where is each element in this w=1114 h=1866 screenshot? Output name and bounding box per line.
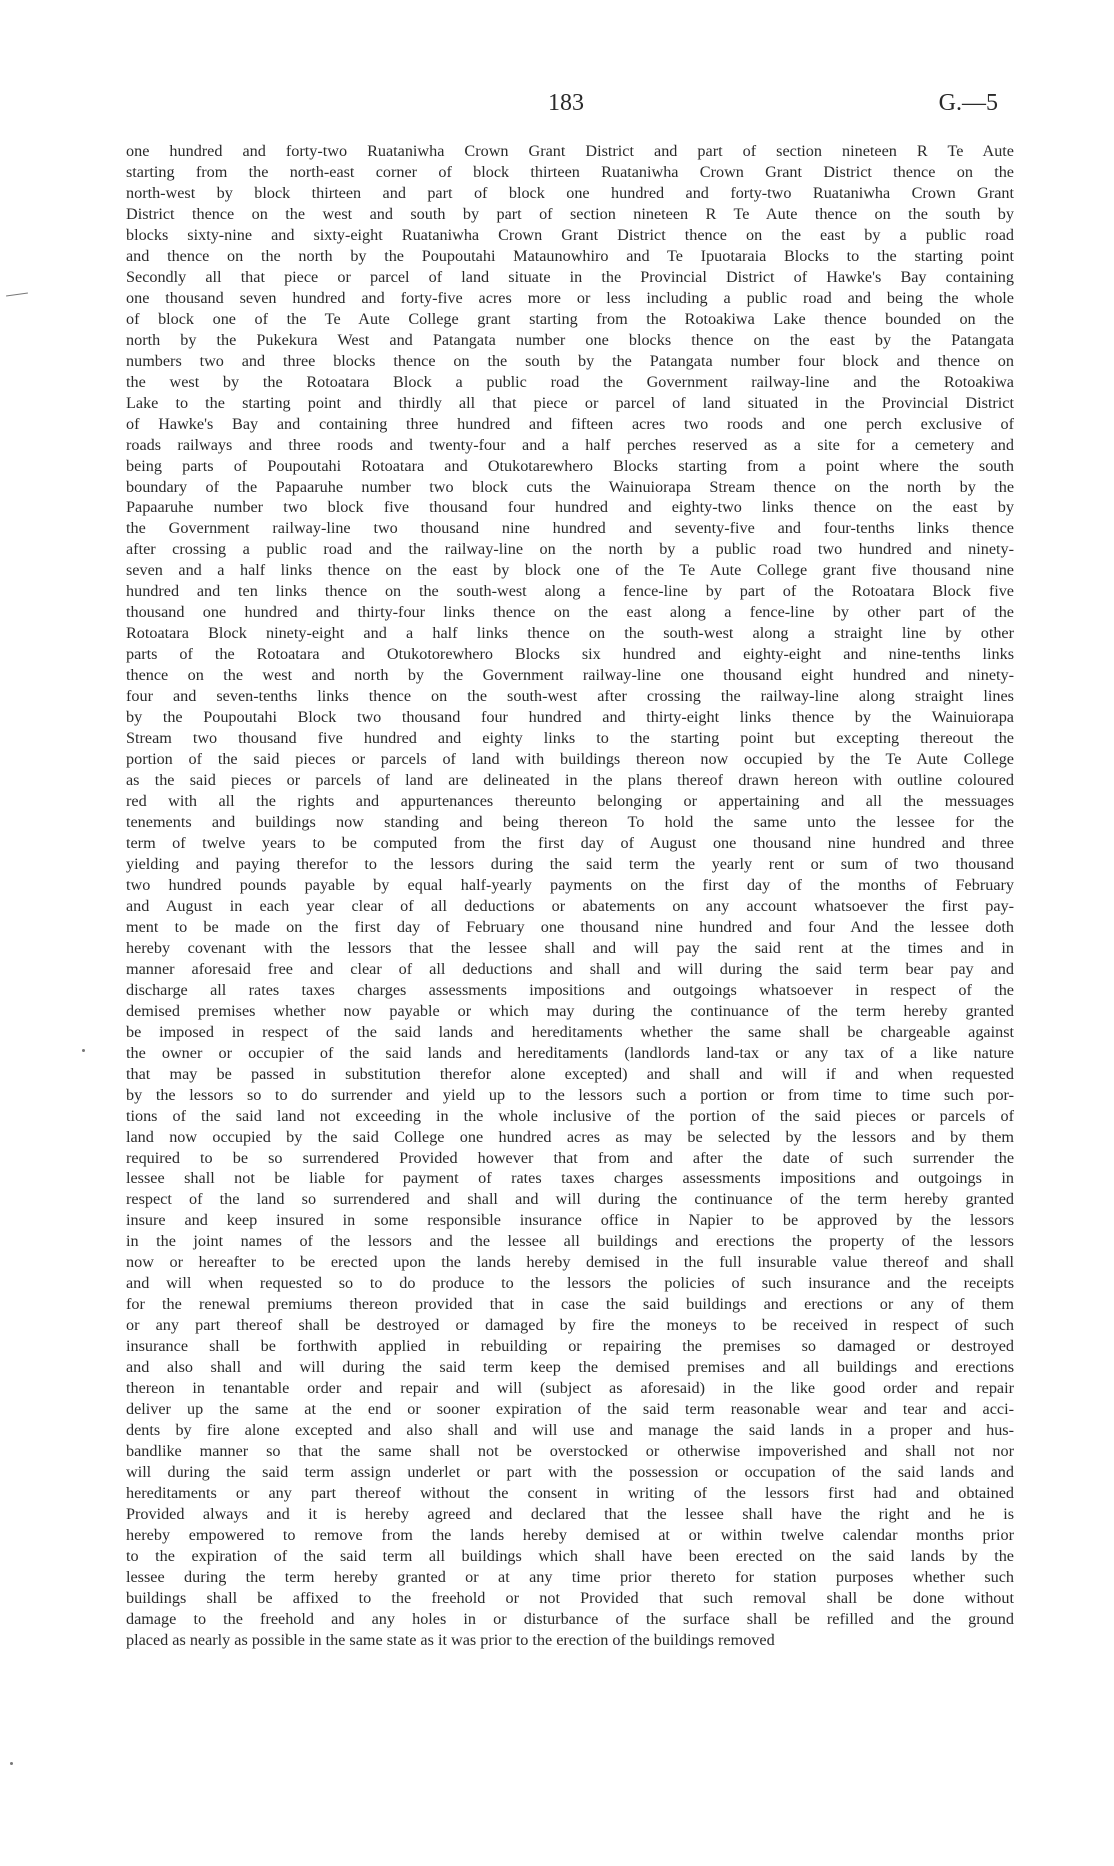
text-line: the Government railway-line two thousand nine hundred and seventy-five and four-tenths links thence bbox=[126, 519, 1014, 538]
text-line: lessee shall not be liable for payment of rates taxes charges assessments impositions and outgoings in bbox=[126, 1169, 1014, 1188]
text-line: deliver up the same at the end or sooner expiration of the said term reasonable wear and tear and acci- bbox=[126, 1400, 1014, 1419]
text-line: blocks sixty-nine and sixty-eight Ruataniwha Crown Grant District thence on the east by a public road bbox=[126, 225, 1014, 244]
text-line: demised premises whether now payable or which may during the continuance of the term hereby granted bbox=[126, 1001, 1014, 1020]
margin-dot bbox=[10, 1762, 13, 1765]
text-line: in the joint names of the lessors and the lessee all buildings and erections the property of the lessors bbox=[126, 1232, 1014, 1251]
text-line: hereditaments or any part thereof without the consent in writing of the lessors first had and obtained bbox=[126, 1484, 1014, 1502]
document-body bbox=[126, 141, 1014, 1651]
text-line: numbers two and three blocks thence on the south by the Patangata number four block and thence on bbox=[126, 351, 1014, 370]
text-line: of Hawke's Bay and containing three hundred and fifteen acres two roods and one perch exclusive of bbox=[126, 414, 1014, 433]
text-line: Stream two thousand five hundred and eighty links to the starting point but excepting thereout the bbox=[126, 729, 1014, 748]
text-line: roads railways and three roods and twenty-four and a half perches reserved as a site for a cemetery and bbox=[126, 435, 1014, 454]
text-line: one hundred and forty-two Ruataniwha Crown Grant District and part of section nineteen R Te Aute bbox=[126, 142, 1014, 160]
text-line: hereby empowered to remove from the lands hereby demised at or within twelve calendar months prior bbox=[126, 1525, 1014, 1544]
margin-dot bbox=[82, 1049, 85, 1052]
text-line: and will when requested so to do produce to the lessors the policies of such insurance and the receipts bbox=[126, 1274, 1014, 1293]
text-line: placed as nearly as possible in the same state as it was prior to the erection of the buildings removed bbox=[126, 1630, 775, 1649]
text-line: as the said pieces or parcels of land are delineated in the plans thereof drawn hereon with outline coloured bbox=[126, 771, 1014, 790]
text-line: lessee during the term hereby granted or at any time prior thereto for station purposes whether such bbox=[126, 1567, 1014, 1586]
text-line: District thence on the west and south by part of section nineteen R Te Aute thence on the south by bbox=[126, 204, 1014, 223]
text-line: insure and keep insured in some responsible insurance office in Napier to be approved by the lessors bbox=[126, 1211, 1014, 1230]
text-line: damage to the freehold and any holes in or disturbance of the surface shall be refilled and the ground bbox=[126, 1609, 1014, 1628]
text-line: bandlike manner so that the same shall not be overstocked or otherwise impoverished and shall not nor bbox=[126, 1442, 1014, 1461]
text-line: tions of the said land not exceeding in the whole inclusive of the portion of the said pieces or parcels of bbox=[126, 1106, 1014, 1125]
text-line: portion of the said pieces or parcels of land with buildings thereon now occupied by the Te Aute College bbox=[126, 750, 1014, 769]
text-line: to the expiration of the said term all buildings which shall have been erected on the said lands by the bbox=[126, 1546, 1014, 1565]
text-line: or any part thereof shall be destroyed or damaged by fire the moneys to be received in respect of such bbox=[126, 1316, 1014, 1335]
text-line: discharge all rates taxes charges assessments impositions and outgoings whatsoever in respect of the bbox=[126, 980, 1014, 999]
text-line: will during the said term assign underlet or part with the possession or occupation of the said lands and bbox=[126, 1463, 1014, 1482]
text-line: that may be passed in substitution therefor alone excepted) and shall and will if and when requested bbox=[126, 1064, 1014, 1083]
text-line: thence on the west and north by the Government railway-line one thousand eight hundred and ninety- bbox=[126, 666, 1014, 685]
text-line: by the lessors so to do surrender and yield up to the lessors such a portion or from time to time such por- bbox=[126, 1085, 1014, 1104]
text-line: tenements and buildings now standing and being thereon To hold the same unto the lessee for the bbox=[126, 813, 1014, 831]
text-line: buildings shall be affixed to the freehold or not Provided that such removal shall be done without bbox=[126, 1588, 1014, 1607]
text-line: of block one of the Te Aute College grant starting from the Rotoakiwa Lake thence bounded on the bbox=[126, 309, 1014, 328]
text-line: four and seven-tenths links thence on the south-west after crossing the railway-line along straight lines bbox=[126, 687, 1014, 706]
text-line: north by the Pukekura West and Patangata number one blocks thence on the east by the Patangata bbox=[126, 330, 1014, 349]
text-line: be imposed in respect of the said lands and hereditaments whether the same shall be chargeable against bbox=[126, 1022, 1014, 1041]
text-line: ment to be made on the first day of February one thousand nine hundred and four And the lessee doth bbox=[126, 917, 1014, 936]
text-line: Papaaruhe number two block five thousand four hundred and eighty-two links thence on the east by bbox=[126, 498, 1014, 517]
text-line: starting from the north-east corner of block thirteen Ruataniwha Crown Grant District thence on the bbox=[126, 162, 1014, 181]
text-line: required to be so surrendered Provided however that from and after the date of such surrender the bbox=[126, 1148, 1014, 1167]
page-header bbox=[0, 84, 1114, 124]
text-line: land now occupied by the said College one hundred acres as may be selected by the lessors and by them bbox=[126, 1127, 1014, 1146]
text-line: hereby covenant with the lessors that the lessee shall and will pay the said rent at the times and in bbox=[126, 938, 1014, 957]
page-number: 183 bbox=[548, 90, 584, 116]
text-line: red with all the rights and appurtenances thereunto belonging or appertaining and all the messuages bbox=[126, 792, 1014, 811]
text-line: hundred and ten links thence on the south-west along a fence-line by part of the Rotoatara Block five bbox=[126, 582, 1014, 601]
text-line: now or hereafter to be erected upon the lands hereby demised in the full insurable value thereof and shall bbox=[126, 1253, 1014, 1272]
text-line: the owner or occupier of the said lands and hereditaments (landlords land-tax or any tax of a like nature bbox=[126, 1043, 1014, 1062]
text-line: insurance shall be forthwith applied in rebuilding or repairing the premises so damaged or destroyed bbox=[126, 1337, 1014, 1356]
text-line: for the renewal premiums thereon provided that in case the said buildings and erections or any of them bbox=[126, 1295, 1014, 1314]
text-line: term of twelve years to be computed from the first day of August one thousand nine hundred and three bbox=[126, 833, 1014, 852]
text-line: thereon in tenantable order and repair and will (subject as aforesaid) in the like good order and repair bbox=[126, 1379, 1014, 1398]
text-line: one thousand seven hundred and forty-five acres more or less including a public road and being the whole bbox=[126, 288, 1014, 307]
text-line: boundary of the Papaaruhe number two block cuts the Wainuiorapa Stream thence on the north by the bbox=[126, 477, 1014, 496]
text-line: Rotoatara Block ninety-eight and a half links thence on the south-west along a straight line by other bbox=[126, 624, 1014, 643]
text-line: seven and a half links thence on the east by block one of the Te Aute College grant five thousand nine bbox=[126, 561, 1014, 580]
text-line: after crossing a public road and the railway-line on the north by a public road two hundred and ninety- bbox=[126, 540, 1014, 559]
text-line: manner aforesaid free and clear of all deductions and shall and will during the said term bear pay and bbox=[126, 959, 1014, 978]
text-line: thousand one hundred and thirty-four links thence on the east along a fence-line by other part of the bbox=[126, 603, 1014, 622]
text-line: the west by the Rotoatara Block a public road the Government railway-line and the Rotoakiwa bbox=[126, 372, 1014, 391]
text-line: Lake to the starting point and thirdly all that piece or parcel of land situated in the Provincial District bbox=[126, 393, 1014, 412]
text-line: and thence on the north by the Poupoutahi Mataunowhiro and Te Ipuotaraia Blocks to the starting point bbox=[126, 246, 1014, 265]
text-line: two hundred pounds payable by equal half-yearly payments on the first day of the months of February bbox=[126, 875, 1014, 894]
text-line: parts of the Rotoatara and Otukotorewhero Blocks six hundred and eighty-eight and nine-tenths links bbox=[126, 645, 1014, 664]
text-line: dents by fire alone excepted and also shall and will use and manage the said lands in a proper and hus- bbox=[126, 1421, 1014, 1440]
text-line: yielding and paying therefor to the lessors during the said term the yearly rent or sum of two thousand bbox=[126, 854, 1014, 873]
text-line: Provided always and it is hereby agreed and declared that the lessee shall have the right and he is bbox=[126, 1504, 1014, 1523]
text-line: and August in each year clear of all deductions or abatements on any account whatsoever the first pay- bbox=[126, 896, 1014, 915]
text-line: respect of the land so surrendered and shall and will during the continuance of the term hereby granted bbox=[126, 1190, 1014, 1209]
document-code: G.—5 bbox=[938, 90, 998, 116]
text-line: Secondly all that piece or parcel of land situate in the Provincial District of Hawke's Bay containing bbox=[126, 267, 1014, 286]
text-line: north-west by block thirteen and part of block one hundred and forty-two Ruataniwha Crown Grant bbox=[126, 183, 1014, 202]
text-line: and also shall and will during the said term keep the demised premises and all buildings and erections bbox=[126, 1358, 1014, 1377]
margin-mark bbox=[6, 292, 28, 296]
text-line: by the Poupoutahi Block two thousand four hundred and thirty-eight links thence by the Wainuiorapa bbox=[126, 708, 1014, 727]
text-line: being parts of Poupoutahi Rotoatara and Otukotarewhero Blocks starting from a point where the south bbox=[126, 456, 1014, 475]
